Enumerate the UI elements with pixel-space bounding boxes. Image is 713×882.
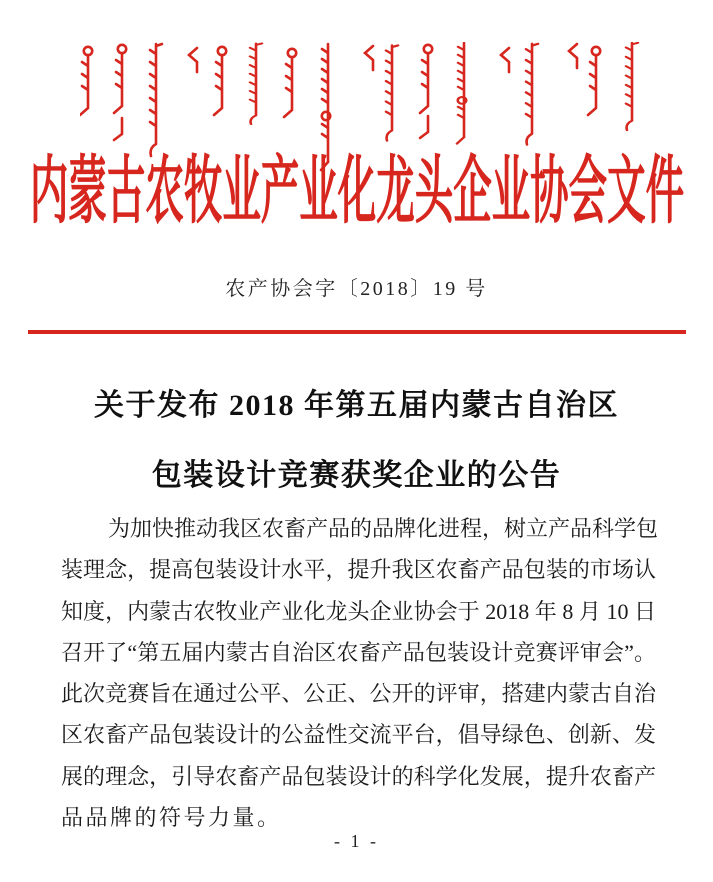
body-line: 召开了“第五届内蒙古自治区农畜产品包装设计竞赛评审会”。: [61, 639, 657, 665]
notice-title-line2: 包装设计竞赛获奖企业的公告: [151, 459, 562, 492]
body-line: 此次竞赛旨在通过公平、公正、公开的评审，搭建内蒙古自治: [61, 681, 656, 707]
page-number: - 1 -: [334, 831, 379, 851]
red-divider-rule: [28, 330, 686, 334]
body-line: 品品牌的符号力量。: [61, 805, 282, 831]
body-line: 知度，内蒙古农牧业产业化龙头企业协会于 2018 年 8 月 10 日: [61, 598, 656, 624]
body-line: 装理念，提高包装设计水平，提升我区农畜产品包装的市场认: [61, 557, 656, 583]
organization-title: 内蒙古农牧业产业化龙头企业协会文件: [29, 151, 684, 233]
body-line: 展的理念，引导农畜产品包装设计的科学化发展，提升农畜产: [61, 763, 656, 789]
document-number: 农产协会字〔2018〕19 号: [225, 278, 488, 300]
notice-body: [61, 508, 659, 838]
body-line: 为加快推动我区农畜产品的品牌化进程，树立产品科学包: [108, 516, 659, 541]
body-line: 区农畜产品包装设计的公益性交流平台，倡导绿色、创新、发: [61, 722, 656, 748]
notice-title-line1: 关于发布 2018 年第五届内蒙古自治区: [94, 389, 619, 422]
